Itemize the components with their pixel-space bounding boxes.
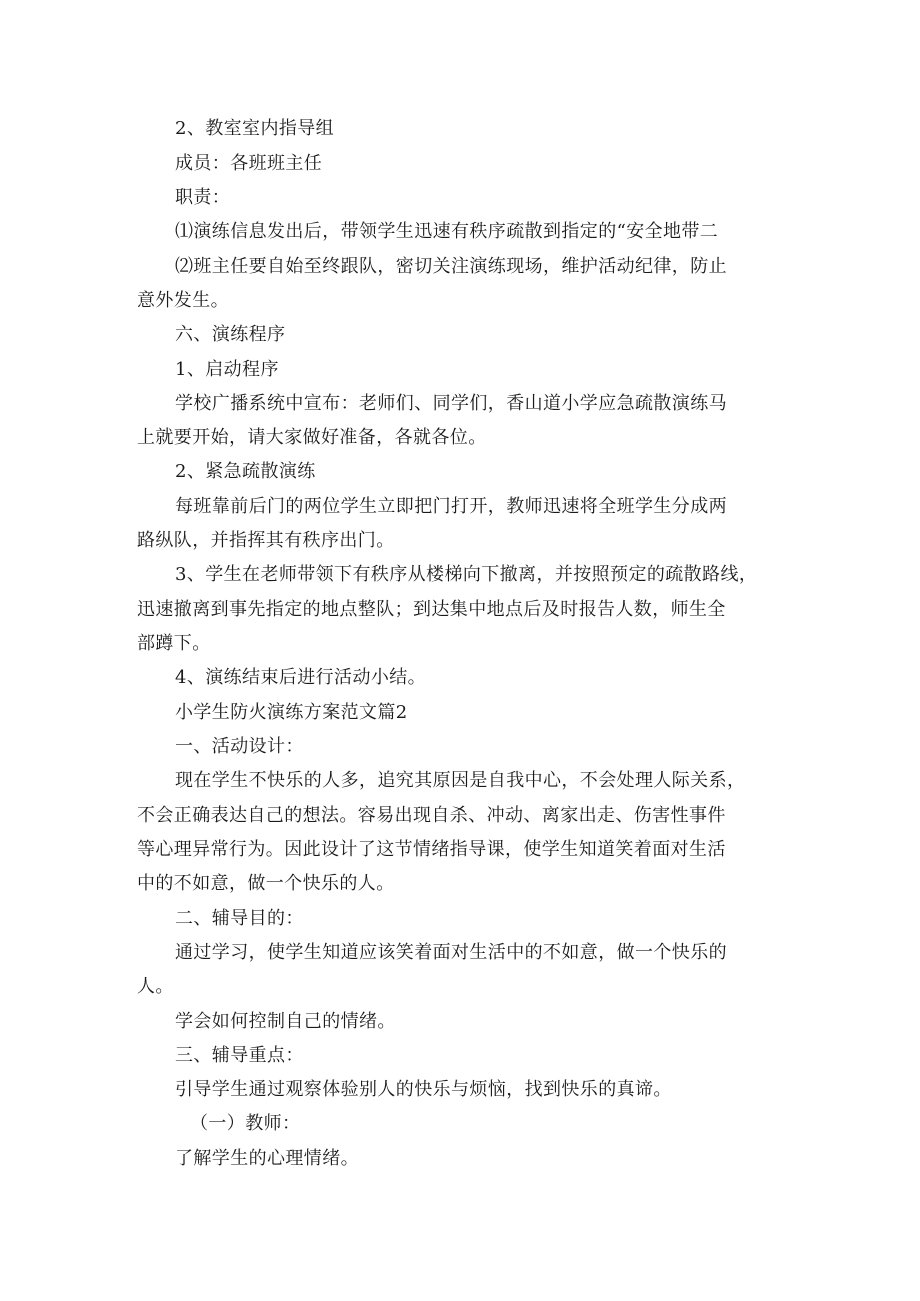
section-heading: 三、辅导重点： (175, 1045, 304, 1066)
text-line: 4、演练结束后进行活动小结。 (175, 667, 427, 688)
text-line: 引导学生通过观察体验别人的快乐与烦恼，找到快乐的真谛。 (175, 1079, 672, 1100)
text-line: 现在学生不快乐的人多，追究其原因是自我中心，不会处理人际关系， (175, 770, 746, 791)
text-line: 1、启动程序 (175, 359, 279, 380)
text-line: 意外发生。 (137, 290, 229, 311)
text-line: 职责： (175, 187, 231, 208)
text-line: 学会如何控制自己的情绪。 (175, 1011, 396, 1032)
text-line: 等心理异常行为。因此设计了这节情绪指导课，使学生知道笑着面对生活 (137, 839, 726, 860)
section-heading: 二、辅导目的： (175, 908, 304, 929)
text-line: 迅速撤离到事先指定的地点整队；到达集中地点后及时报告人数，师生全 (137, 599, 726, 620)
text-line: 部蹲下。 (137, 633, 211, 654)
text-line: 路纵队，并指挥其有秩序出门。 (137, 530, 395, 551)
subsection-heading: （一）教师： (190, 1113, 301, 1134)
text-line: 中的不如意，做一个快乐的人。 (137, 873, 395, 894)
text-line: 2、教室室内指导组 (175, 118, 335, 139)
text-line: 2、紧急疏散演练 (175, 461, 316, 482)
section-heading: 一、活动设计： (175, 736, 304, 757)
text-line: 学校广播系统中宣布：老师们、同学们，香山道小学应急疏散演练马 (175, 393, 727, 414)
text-line: 3、学生在老师带领下有秩序从楼梯向下撤离，并按照预定的疏散路线， (175, 564, 758, 585)
text-line: 了解学生的心理情绪。 (175, 1148, 359, 1169)
text-line: 成员：各班班主任 (175, 153, 323, 174)
text-line: 通过学习，使学生知道应该笑着面对生活中的不如意，做一个快乐的 (175, 942, 727, 963)
text-line: 上就要开始，请大家做好准备，各就各位。 (137, 427, 487, 448)
text-line: 每班靠前后门的两位学生立即把门打开，教师迅速将全班学生分成两 (175, 496, 727, 517)
text-line: ⑴演练信息发出后，带领学生迅速有秩序疏散到指定的“安全地带二 (175, 221, 719, 242)
text-line: ⑵班主任要自始至终跟队，密切关注演练现场，维护活动纪律，防止 (175, 256, 727, 277)
article-title: 小学生防火演练方案范文篇2 (175, 702, 408, 723)
text-line: 不会正确表达自己的想法。容易出现自杀、冲动、离家出走、伤害性事件 (137, 805, 726, 826)
text-line: 人。 (137, 976, 174, 997)
section-heading: 六、演练程序 (175, 324, 286, 345)
